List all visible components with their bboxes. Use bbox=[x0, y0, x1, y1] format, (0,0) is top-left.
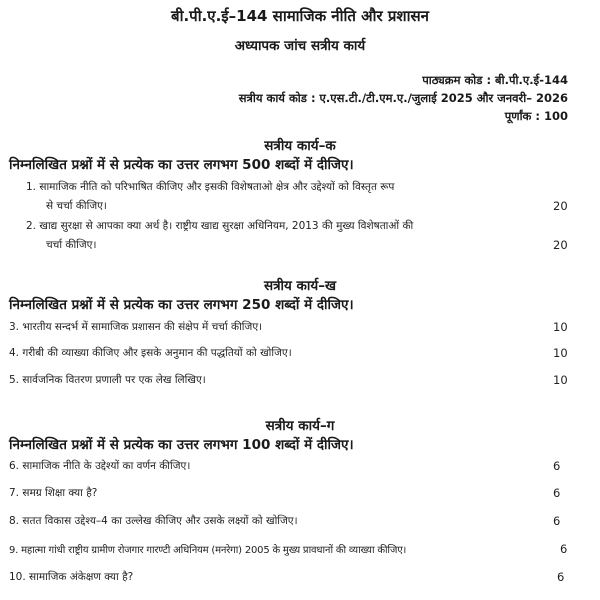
question-7-marks: 6 bbox=[553, 486, 561, 500]
question-1-line2: से चर्चा कीजिए। bbox=[46, 200, 107, 212]
question-1-line1: 1. सामाजिक नीति को परिभाषित कीजिए और इसकी विशेषताओ क्षेत्र और उद्देश्यों को विस्तृत रूप bbox=[26, 181, 395, 193]
section-c-heading: सत्रीय कार्य–ग bbox=[265, 418, 335, 434]
question-10: 10. सामाजिक अंकेक्षण क्या है? bbox=[9, 571, 134, 583]
section-b-heading: सत्रीय कार्य–ख bbox=[263, 278, 337, 294]
question-4-marks: 10 bbox=[553, 346, 568, 360]
question-2-marks: 20 bbox=[553, 238, 568, 252]
question-7: 7. समग्र शिक्षा क्या है? bbox=[9, 487, 98, 499]
question-3-marks: 10 bbox=[553, 320, 568, 334]
course-code: पाठ्यक्रम कोड : बी.पी.ए.ई-144 bbox=[422, 73, 568, 87]
assignment-code: सत्रीय कार्य कोड : ए.एस.टी./टी.एम.ए./जुलाई 2025 और जनवरी– 2026 bbox=[238, 91, 568, 105]
question-9-marks: 6 bbox=[560, 542, 568, 556]
max-marks: पूर्णांक : 100 bbox=[504, 109, 568, 123]
question-8-marks: 6 bbox=[553, 514, 561, 528]
section-c-instruction: निम्नलिखित प्रश्नों में से प्रत्येक का उत्तर लगभग 100 शब्दों में दीजिए। bbox=[9, 437, 354, 453]
section-b-instruction: निम्नलिखित प्रश्नों में से प्रत्येक का उत्तर लगभग 250 शब्दों में दीजिए। bbox=[9, 297, 354, 313]
question-2-line1: 2. खाद्य सुरक्षा से आपका क्या अर्थ है। राष्ट्रीय खाद्य सुरक्षा अधिनियम, 2013 की मुख्य विशेषताओं की bbox=[26, 220, 414, 232]
question-9: 9. महात्मा गांधी राष्ट्रीय ग्रामीण रोजगार गारण्टी अधिनियम (मनरेगा) 2005 के मुख्य प्रावधानों की व्याख्या कीजिए। bbox=[9, 545, 407, 556]
question-1-marks: 20 bbox=[553, 199, 568, 213]
question-3: 3. भारतीय सन्दर्भ में सामाजिक प्रशासन की संक्षेप में चर्चा कीजिए। bbox=[9, 321, 263, 333]
question-6-marks: 6 bbox=[553, 459, 561, 473]
question-6: 6. सामाजिक नीति के उद्देश्यों का वर्णन कीजिए। bbox=[9, 460, 191, 472]
question-2-line2: चर्चा कीजिए। bbox=[46, 239, 97, 251]
question-4: 4. गरीबी की व्याख्या कीजिए और इसके अनुमान की पद्धतियों को खोजिए। bbox=[9, 347, 292, 359]
section-a-heading: सत्रीय कार्य–क bbox=[264, 138, 336, 154]
section-a-instruction: निम्नलिखित प्रश्नों में से प्रत्येक का उत्तर लगभग 500 शब्दों में दीजिए। bbox=[9, 157, 354, 173]
question-5: 5. सार्वजनिक वितरण प्रणाली पर एक लेख लिखिए। bbox=[9, 374, 206, 386]
question-8: 8. सतत विकास उद्देश्य–4 का उल्लेख कीजिए और उसके लक्ष्यों को खोजिए। bbox=[9, 515, 298, 527]
question-5-marks: 10 bbox=[553, 373, 568, 387]
document-title: बी.पी.ए.ई–144 सामाजिक नीति और प्रशासन bbox=[171, 7, 429, 25]
document-subtitle: अध्यापक जांच सत्रीय कार्य bbox=[234, 38, 366, 54]
question-10-marks: 6 bbox=[557, 570, 565, 584]
